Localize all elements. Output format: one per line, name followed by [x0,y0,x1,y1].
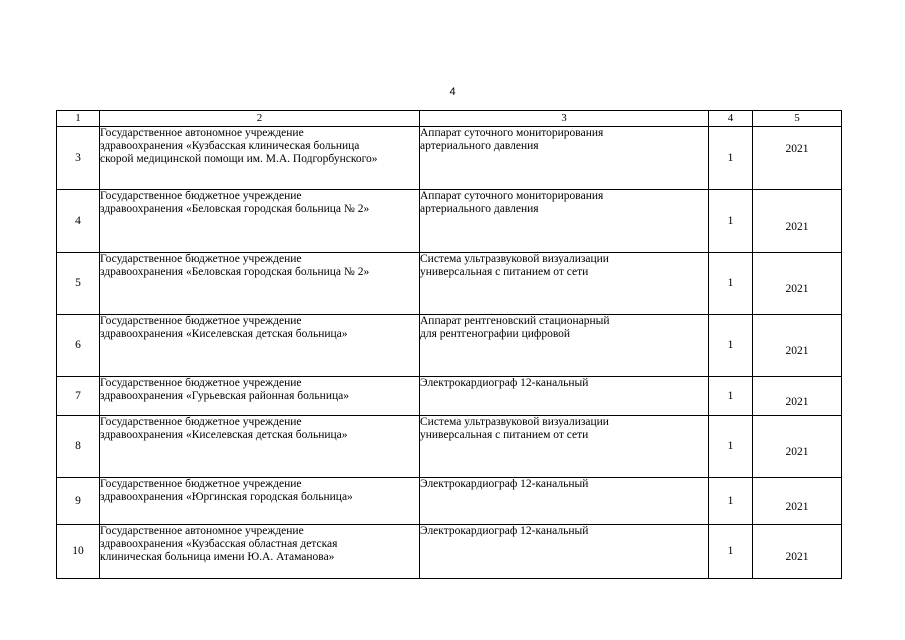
equipment-table [56,110,842,579]
quantity: 1 [709,478,753,525]
year: 2021 [753,127,842,190]
table-row [57,416,842,478]
organization-name: Государственное автономное учреждение здравоохранения «Кузбасская областная детская клиническая больница имени Ю.А. Атаманова» [100,525,420,579]
year: 2021 [753,525,842,579]
table-row [57,525,842,579]
equipment-name: Аппарат рентгеновский стационарный для рентгенографии цифровой [420,315,709,377]
column-header-2: 2 [100,111,420,127]
year: 2021 [753,478,842,525]
organization-name: Государственное бюджетное учреждение здравоохранения «Гурьевская районная больница» [100,377,420,416]
year: 2021 [753,377,842,416]
column-header-5: 5 [753,111,842,127]
quantity: 1 [709,416,753,478]
page-number: 4 [449,86,456,98]
year: 2021 [753,253,842,315]
year: 2021 [753,190,842,253]
row-number: 5 [57,253,100,315]
quantity: 1 [709,525,753,579]
quantity: 1 [709,377,753,416]
organization-name: Государственное бюджетное учреждение здравоохранения «Юргинская городская больница» [100,478,420,525]
quantity: 1 [709,127,753,190]
organization-name: Государственное бюджетное учреждение здравоохранения «Киселевская детская больница» [100,315,420,377]
table-row [57,377,842,416]
organization-name: Государственное бюджетное учреждение здравоохранения «Беловская городская больница № 2» [100,253,420,315]
table-row [57,315,842,377]
organization-name: Государственное автономное учреждение здравоохранения «Кузбасская клиническая больница скорой медицинской помощи им. М.А. Подгорбунского» [100,127,420,190]
organization-name: Государственное бюджетное учреждение здравоохранения «Киселевская детская больница» [100,416,420,478]
equipment-name: Аппарат суточного мониторирования артериального давления [420,127,709,190]
quantity: 1 [709,315,753,377]
quantity: 1 [709,253,753,315]
organization-name: Государственное бюджетное учреждение здравоохранения «Беловская городская больница № 2» [100,190,420,253]
table-row [57,478,842,525]
column-header-4: 4 [709,111,753,127]
row-number: 9 [57,478,100,525]
year: 2021 [753,416,842,478]
row-number: 8 [57,416,100,478]
column-header-3: 3 [420,111,709,127]
equipment-name: Электрокардиограф 12-канальный [420,478,709,525]
table-row [57,190,842,253]
table-row [57,127,842,190]
table-row [57,253,842,315]
column-header-1: 1 [57,111,100,127]
equipment-name: Аппарат суточного мониторирования артериального давления [420,190,709,253]
year: 2021 [753,315,842,377]
row-number: 6 [57,315,100,377]
table-header-row [57,111,842,127]
equipment-name: Электрокардиограф 12-канальный [420,377,709,416]
row-number: 10 [57,525,100,579]
row-number: 4 [57,190,100,253]
equipment-name: Электрокардиограф 12-канальный [420,525,709,579]
quantity: 1 [709,190,753,253]
row-number: 3 [57,127,100,190]
row-number: 7 [57,377,100,416]
equipment-name: Система ультразвуковой визуализации универсальная с питанием от сети [420,416,709,478]
equipment-name: Система ультразвуковой визуализации универсальная с питанием от сети [420,253,709,315]
